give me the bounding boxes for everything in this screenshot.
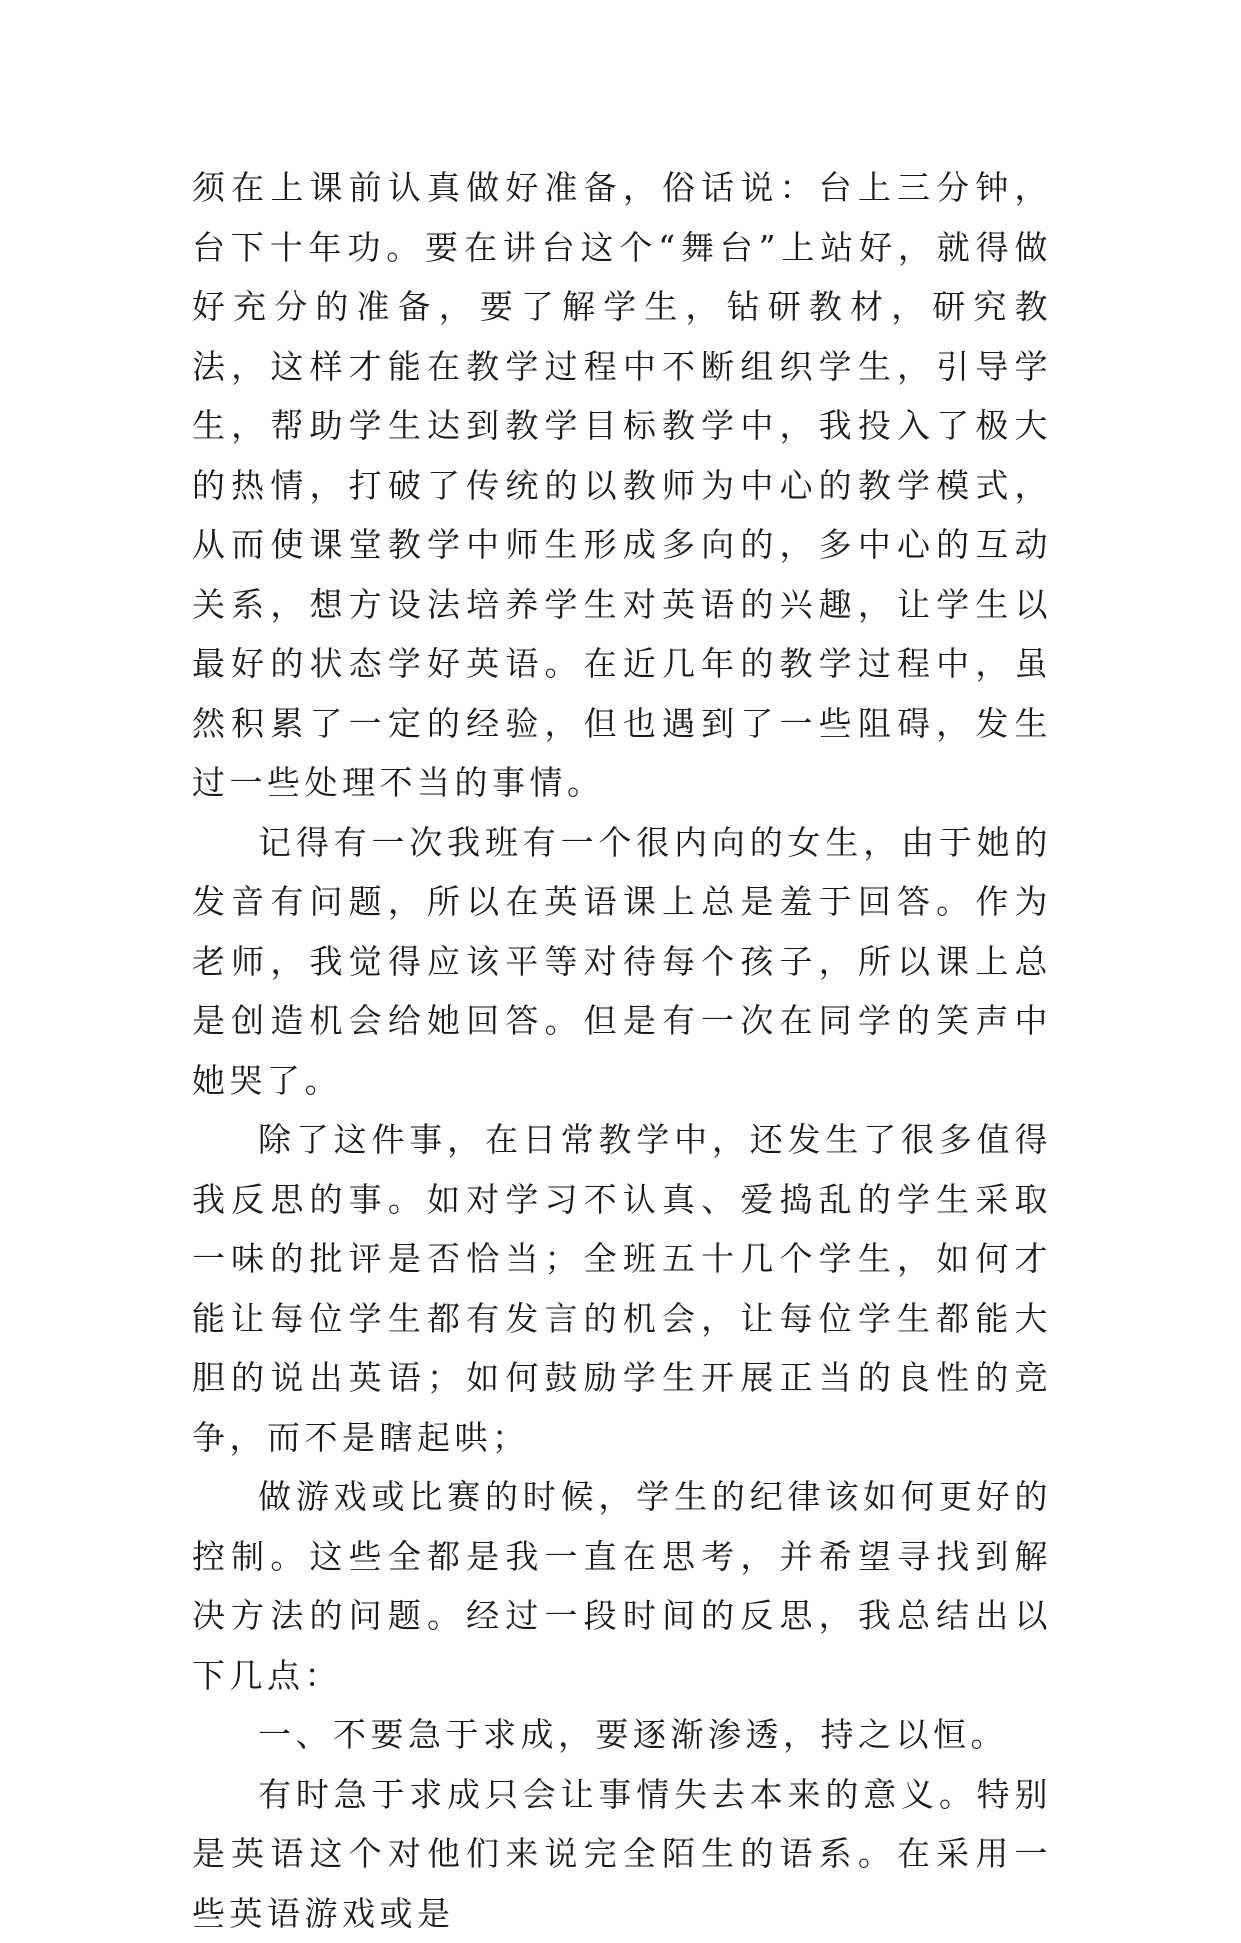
paragraph-2: 记得有一次我班有一个很内向的女生，由于她的发音有问题，所以在英语课上总是羞于回答。作为老师，我觉得应该平等对待每个孩子，所以课上总是创造机会给她回答。但是有一次在同学的笑声中她哭了。: [192, 813, 1052, 1111]
paragraph-1: 须在上课前认真做好准备，俗话说：台上三分钟，台下十年功。要在讲台这个“舞台”上站好，就得做好充分的准备，要了解学生，钻研教材，研究教法，这样才能在教学过程中不断组织学生，引导学生，帮助学生达到教学目标教学中，我投入了极大的热情，打破了传统的以教师为中心的教学模式，从而使课堂教学中师生形成多向的，多中心的互动关系，想方设法培养学生对英语的兴趣，让学生以最好的状态学好英语。在近几年的教学过程中，虽然积累了一定的经验，但也遇到了一些阻碍，发生过一些处理不当的事情。: [192, 158, 1052, 813]
paragraph-6: 有时急于求成只会让事情失去本来的意义。特别是英语这个对他们来说完全陌生的语系。在采用一些英语游戏或是: [192, 1765, 1052, 1943]
paragraph-4: 做游戏或比赛的时候，学生的纪律该如何更好的控制。这些全都是我一直在思考，并希望寻找到解决方法的问题。经过一段时间的反思，我总结出以下几点：: [192, 1467, 1052, 1705]
document-body: [192, 158, 1052, 1943]
paragraph-5-heading: 一、不要急于求成，要逐渐渗透，持之以恒。: [192, 1705, 1052, 1765]
paragraph-3: 除了这件事，在日常教学中，还发生了很多值得我反思的事。如对学习不认真、爱捣乱的学生采取一味的批评是否恰当；全班五十几个学生，如何才能让每位学生都有发言的机会，让每位学生都能大胆的说出英语；如何鼓励学生开展正当的良性的竞争，而不是瞎起哄；: [192, 1110, 1052, 1467]
